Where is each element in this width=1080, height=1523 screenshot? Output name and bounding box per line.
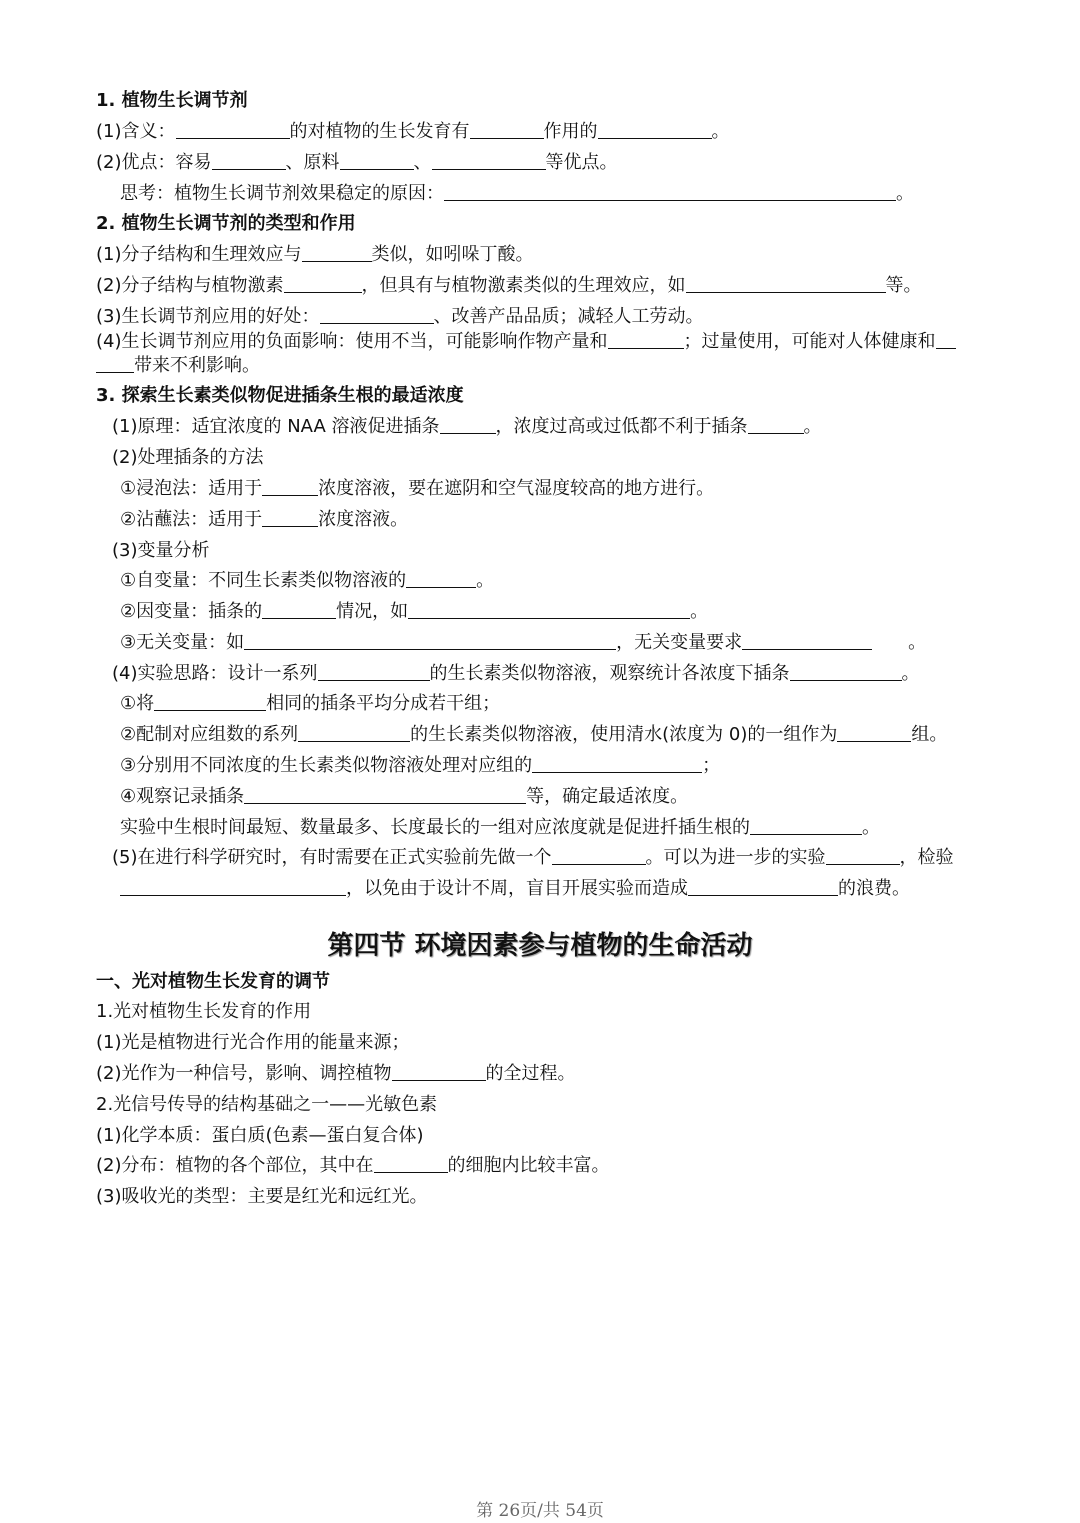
text-line: 带来不利影响。 (96, 354, 984, 378)
fill-blank[interactable] (96, 354, 134, 373)
section-heading-1: 1. 植物生长调节剂 (96, 90, 248, 111)
fill-blank[interactable] (244, 785, 526, 804)
section-title: 第四节 环境因素参与植物的生命活动 (327, 931, 753, 961)
text-line: (2)处理插条的方法 (112, 447, 264, 468)
fill-blank[interactable] (154, 692, 266, 711)
text-line: (1)光是植物进行光合作用的能量来源； (96, 1032, 410, 1053)
fill-blank[interactable] (432, 151, 546, 170)
text-line: ③分别用不同浓度的生长素类似物溶液处理对应组的 ； (120, 755, 721, 776)
fill-blank[interactable] (340, 151, 414, 170)
fill-blank[interactable] (688, 877, 838, 896)
fill-blank[interactable] (408, 600, 690, 619)
text-line: ①自变量：不同生长素类似物溶液的 。 (120, 570, 495, 591)
fill-blank[interactable] (748, 415, 804, 434)
fill-blank[interactable] (244, 631, 616, 650)
text-line: (4)实验思路：设计一系列 的生长素类似物溶液，观察统计各浓度下插条 。 (112, 663, 920, 684)
fill-blank[interactable] (320, 305, 434, 324)
fill-blank[interactable] (444, 182, 896, 201)
text-line: (2)光作为一种信号，影响、调控植物 的全过程。 (96, 1063, 576, 1084)
text-line: (3)吸收光的类型：主要是红光和远红光。 (96, 1186, 428, 1207)
fill-blank[interactable] (284, 274, 362, 293)
fill-blank[interactable] (262, 508, 318, 527)
text-line: ②沾蘸法：适用于 浓度溶液。 (120, 509, 409, 530)
text-line: (2)分子结构与植物激素 ，但具有与植物激素类似的生理效应，如 等。 (96, 275, 922, 296)
fill-blank[interactable] (598, 120, 712, 139)
text-line: 思考：植物生长调节剂效果稳定的原因： 。 (120, 183, 914, 204)
fill-blank[interactable] (532, 754, 702, 773)
fill-blank[interactable] (608, 330, 684, 349)
text-line: (3)生长调节剂应用的好处： 、改善产品品质；减轻人工劳动。 (96, 306, 704, 327)
fill-blank[interactable] (262, 600, 336, 619)
fill-blank[interactable] (374, 1154, 448, 1173)
fill-blank[interactable] (302, 243, 372, 262)
fill-blank[interactable] (686, 274, 886, 293)
text-line: 2.光信号传导的结构基础之一——光敏色素 (96, 1094, 438, 1115)
text-line: (1)分子结构和生理效应与 类似，如吲哚丁酸。 (96, 244, 534, 265)
fill-blank[interactable] (212, 151, 286, 170)
text-line: (1)化学本质：蛋白质(色素—蛋白复合体) (96, 1125, 424, 1146)
fill-blank[interactable] (298, 723, 410, 742)
fill-blank[interactable] (936, 330, 956, 349)
text-line: ②因变量：插条的 情况，如 。 (120, 601, 709, 622)
text-line: (1)原理：适宜浓度的 NAA 溶液促进插条 ，浓度过高或过低都不利于插条 。 (112, 416, 822, 437)
page-number: 第 26页/共 54页 (476, 1501, 604, 1521)
text-line: (4)生长调节剂应用的负面影响：使用不当，可能影响作物产量和 ；过量使用，可能对人体健康和 (96, 330, 984, 354)
section-heading-4: 一、光对植物生长发育的调节 (96, 971, 330, 992)
text-line: ④观察记录插条 等，确定最适浓度。 (120, 786, 689, 807)
fill-blank[interactable] (318, 662, 430, 681)
text-line: (5)在进行科学研究时，有时需要在正式实验前先做一个 。可以为进一步的实验 ，检验 (112, 847, 954, 868)
fill-blank[interactable] (120, 877, 346, 896)
text-line: (2)分布：植物的各个部位，其中在 的细胞内比较丰富。 (96, 1155, 610, 1176)
text-line: ①浸泡法：适用于 浓度溶液，要在遮阴和空气湿度较高的地方进行。 (120, 478, 715, 499)
fill-blank[interactable] (470, 120, 544, 139)
fill-blank[interactable] (552, 846, 646, 865)
fill-blank[interactable] (176, 120, 290, 139)
fill-blank[interactable] (826, 846, 900, 865)
fill-blank[interactable] (262, 477, 318, 496)
fill-blank[interactable] (750, 816, 862, 835)
text-line: ②配制对应组数的系列 的生长素类似物溶液，使用清水(浓度为 0)的一组作为 组。 (120, 724, 948, 745)
text-line: (1)含义： 的对植物的生长发育有 作用的 。 (96, 121, 730, 142)
text-line: 实验中生根时间最短、数量最多、长度最长的一组对应浓度就是促进扦插生根的 。 (120, 817, 880, 838)
section-heading-2: 2. 植物生长调节剂的类型和作用 (96, 213, 356, 234)
text-line: ①将 相同的插条平均分成若干组； (120, 693, 501, 714)
fill-blank[interactable] (742, 631, 872, 650)
text-line: ③无关变量：如 ，无关变量要求 。 (120, 632, 927, 653)
fill-blank[interactable] (406, 569, 476, 588)
text-line: ，以免由于设计不周，盲目开展实验而造成 的浪费。 (120, 877, 984, 901)
section-heading-3: 3. 探索生长素类似物促进插条生根的最适浓度 (96, 385, 464, 406)
text-line: (2)优点：容易 、原料 、 等优点。 (96, 152, 618, 173)
text-line: 1.光对植物生长发育的作用 (96, 1001, 312, 1022)
fill-blank[interactable] (392, 1062, 486, 1081)
fill-blank[interactable] (790, 662, 902, 681)
fill-blank[interactable] (837, 723, 911, 742)
fill-blank[interactable] (440, 415, 496, 434)
text-line: (3)变量分析 (112, 540, 210, 561)
